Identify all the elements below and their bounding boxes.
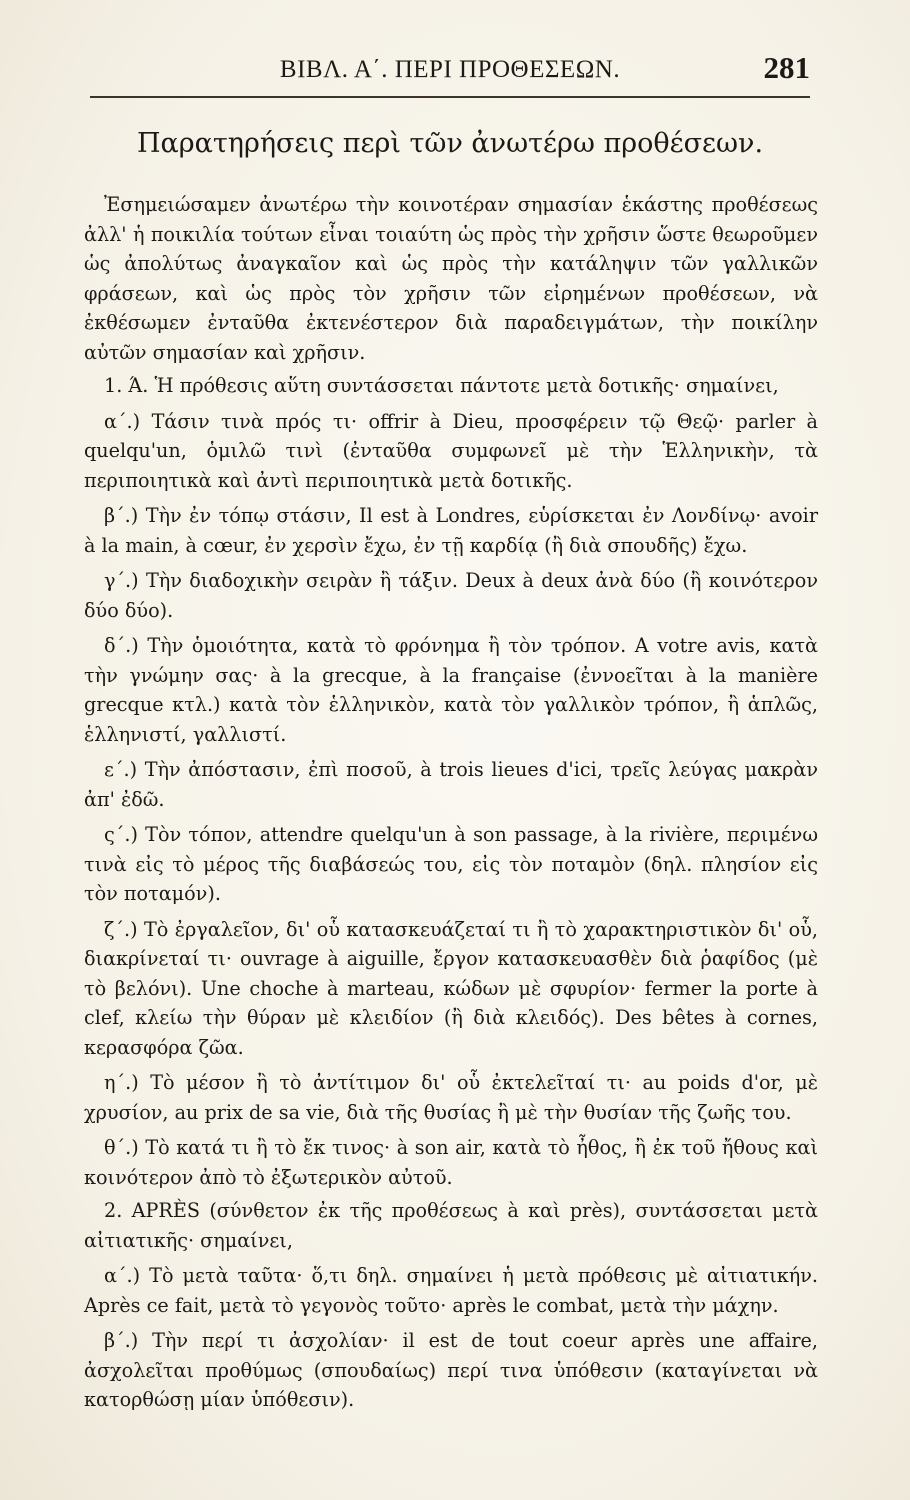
paragraph-a-stigma: ς΄.) Τὸν τόπον, attendre quelqu'un à son passage, à la rivière, περιμένω τινὰ εἰς τὸ μέρος τῆς διαβάσεώς του, εἰς τὸν ποταμὸν (δηλ. πλησίον εἰς τὸν ποταμόν). (84, 823, 818, 905)
paragraph-a-heading: 1. Ά. Ἡ πρόθεσις αὕτη συντάσσεται πάντοτε μετὰ δοτικῆς· σημαίνει, (104, 374, 779, 397)
running-head: ΒΙΒΛ. Α΄. ΠΕΡΙ ΠΡΟΘΕΣΕΩΝ. (279, 56, 621, 83)
paragraph-a-theta: θ΄.) Τὸ κατά τι ἢ τὸ ἔκ τινος· à son air, κατὰ τὸ ἦθος, ἢ ἐκ τοῦ ἤθους καὶ κοινότερον ἀπὸ τὸ ἐξωτερικὸν αὐτοῦ. (84, 1136, 818, 1189)
paragraph-a-zeta: ζ΄.) Τὸ ἐργαλεῖον, δι' οὗ κατασκευάζεταί τι ἢ τὸ χαρακτηριστικὸν δι' οὗ, διακρίνεταί τι· ouvrage à aiguille, ἔργον κατασκευασθὲν διὰ ῥαφίδος (μὲ τὸ βελόνι). Une choche à marteau, κώδων μὲ σφυρίον· fermer la porte à clef, κλείω τὴν θύραν μὲ κλειδίον (ἢ διὰ κλειδός). Des bêtes à cornes, κερασφόρα ζῶα. (84, 917, 818, 1059)
paragraph-a-alpha: α΄.) Τάσιν τινὰ πρός τι· offrir à Dieu, προσφέρειν τῷ Θεῷ· parler à quelqu'un, ὁμιλῶ τινὶ (ἐνταῦθα συμφωνεῖ μὲ τὴν Ἑλληνικὴν, τὰ περιποιητικὰ καὶ ἀντὶ περιποιητικὰ μετὰ δοτικῆς. (84, 409, 818, 492)
page-number: 281 (763, 50, 810, 85)
paragraph-a-beta: β΄.) Τὴν ἐν τόπῳ στάσιν, Il est à Londres, εὑρίσκεται ἐν Λονδίνῳ· avoir à la main, à cœur, ἐν χερσὶν ἔχω, ἐν τῇ καρδίᾳ (ἢ διὰ σπουδῆς) ἔχω. (84, 504, 818, 557)
header-rule (90, 96, 810, 98)
paragraph-a-delta: δ΄.) Τὴν ὁμοιότητα, κατὰ τὸ φρόνημα ἢ τὸν τρόπον. A votre avis, κατὰ τὴν γνώμην σας· à la grecque, à la française (ἐννοεῖται à la manière grecque κτλ.) κατὰ τὸν ἑλληνικὸν, κατὰ τὸν γαλλικὸν τρόπον, ἢ ἁπλῶς, ἑλληνιστί, γαλλιστί. (84, 634, 818, 746)
paragraph-a-epsilon: ε΄.) Τὴν ἀπόστασιν, ἐπὶ ποσοῦ, à trois lieues d'ici, τρεῖς λεύγας μακρὰν ἀπ' ἐδῶ. (84, 758, 818, 811)
page-header (90, 50, 810, 90)
paragraph-apres-heading: 2. APRÈS (σύνθετον ἐκ τῆς προθέσεως à καὶ près), συντάσσεται μετὰ αἰτιατικῆς· σημαίνει, (84, 1199, 818, 1252)
paragraph-apres-beta: β΄.) Τὴν περί τι ἀσχολίαν· il est de tout coeur après une affaire, ἀσχολεῖται προθύμως (σπουδαίως) περί τινα ὑπόθεσιν (καταγίνεται νὰ κατορθώσῃ μίαν ὑπόθεσιν). (84, 1329, 818, 1411)
section-title: Παρατηρήσεις περὶ τῶν ἀνωτέρω προθέσεων. (136, 128, 764, 159)
body-text (84, 190, 818, 1415)
paragraph-apres-alpha: α΄.) Τὸ μετὰ ταῦτα· ὅ,τι δηλ. σημαίνει ἡ μετὰ πρόθεσις μὲ αἰτιατικήν. Après ce fait, μετὰ τὸ γεγονὸς τοῦτο· après le combat, μετὰ τὴν μάχην. (84, 1264, 818, 1317)
paragraph-a-gamma: γ΄.) Τὴν διαδοχικὴν σειρὰν ἢ τάξιν. Deux à deux ἀνὰ δύο (ἢ κοινότερον δύο δύο). (84, 569, 818, 622)
paragraph-a-eta: η΄.) Τὸ μέσον ἢ τὸ ἀντίτιμον δι' οὗ ἐκτελεῖταί τι· au poids d'or, μὲ χρυσίον, au prix de sa vie, διὰ τῆς θυσίας ἢ μὲ τὴν θυσίαν τῆς ζωῆς του. (84, 1071, 818, 1124)
intro-paragraph: Ἐσημειώσαμεν ἀνωτέρω τὴν κοινοτέραν σημασίαν ἑκάστης προθέσεως ἀλλ' ἡ ποικιλία τούτων εἶναι τοιαύτη ὡς πρὸς τὴν χρῆσιν ὥστε θεωροῦμεν ὡς ἀπολύτως ἀναγκαῖον καὶ ὡς πρὸς τὴν κατάληψιν τῶν γαλλικῶν φράσεων, καὶ ὡς πρὸς τὸν χρῆσιν τῶν εἰρημένων προθέσεων, νὰ ἐκθέσωμεν ἐνταῦθα ἐκτενέστερον διὰ παραδειγμάτων, τὴν ποικίλην αὐτῶν σημασίαν καὶ χρῆσιν. (84, 193, 818, 364)
